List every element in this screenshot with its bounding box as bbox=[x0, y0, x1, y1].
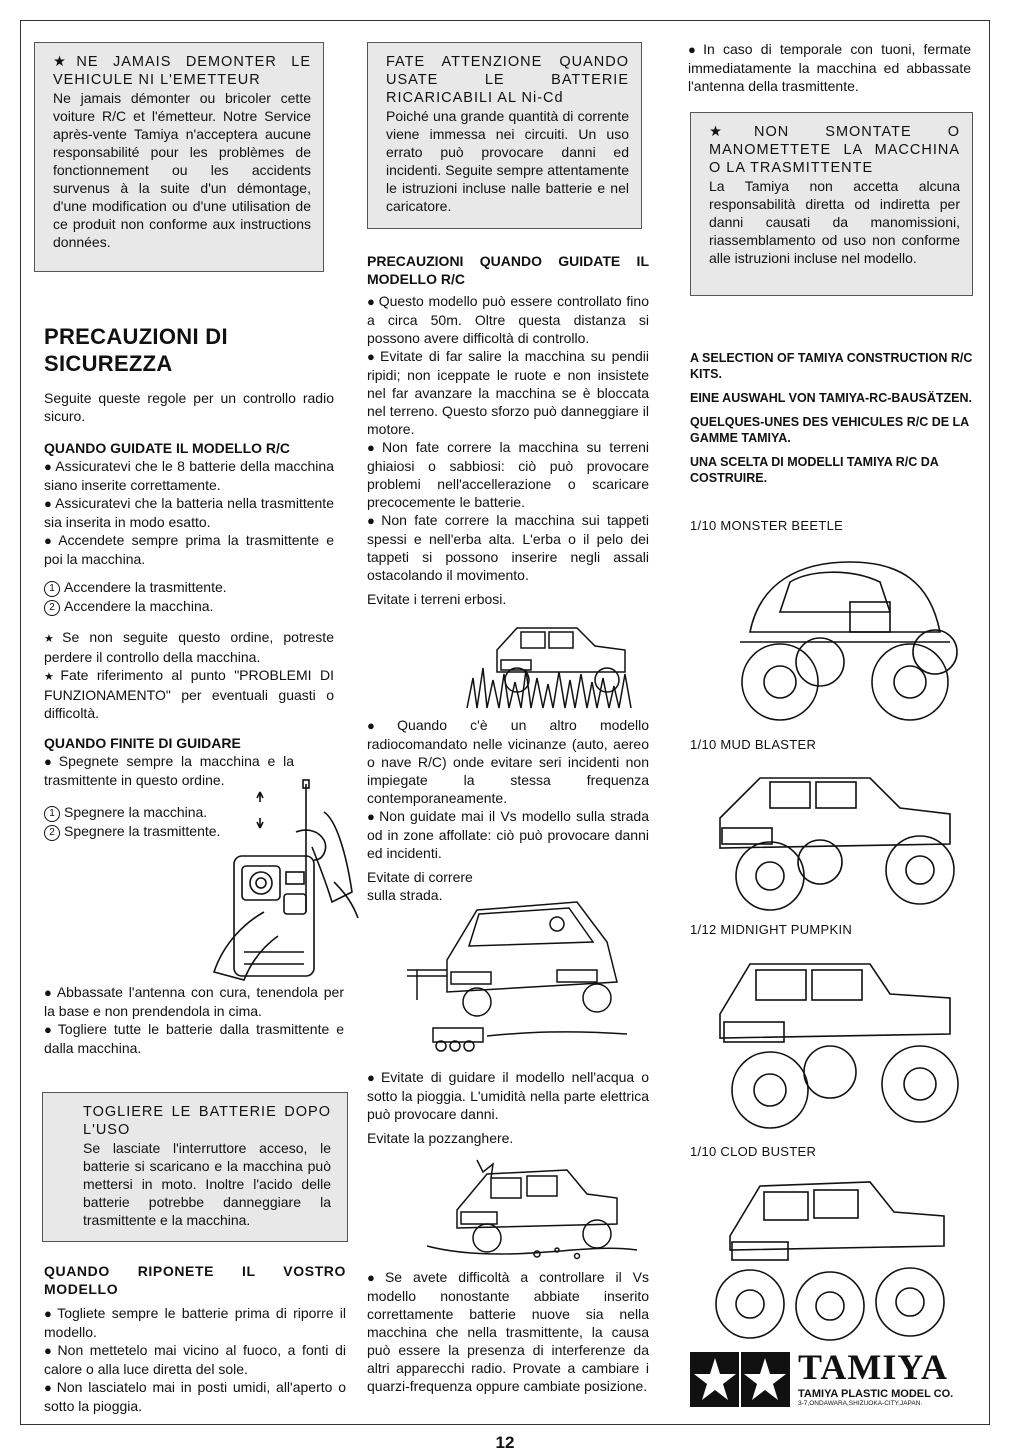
heading-finish: QUANDO FINITE DI GUIDARE bbox=[44, 735, 241, 751]
step-off-2: 2 Spegnere la trasmittente. bbox=[44, 822, 334, 841]
italian-box-title: ★NON SMONTATE O MANOMETTETE LA MACCHINA O LA TRASMITTENTE bbox=[709, 124, 960, 176]
interference-bullet: ● Se avete difficoltà a controllare il Vs modello nonostante abbiate inserito correttamente batterie nuove sia nella macchina che nella trasmittente, la causa può essere la presenza di interferenze da altri apparecchi radio. Provate a cambiare i quarzi-frequenza oppure cambiate posizione. bbox=[367, 1268, 649, 1395]
precaution-bullet-3: ● Non fate correre la macchina su terreni ghiaiosi o sabbiosi: ciò può provocare problemi nell'accellerazione o scaricare precocemente le batterie. bbox=[367, 438, 649, 511]
finish-bullet: ● Spegnete sempre la macchina e la trasmittente in questo ordine. bbox=[44, 752, 294, 789]
step-on-2: 2 Accendere la macchina. bbox=[44, 597, 334, 616]
warning-box-title: ★NE JAMAIS DEMONTER LE VEHICULE NI L'EMETTEUR bbox=[53, 54, 311, 88]
tamiya-stars-icon bbox=[690, 1352, 790, 1407]
batteries-box-body: Se lasciate l'interruttore acceso, le batterie si scaricano e la macchina può mettersi in moto. Inoltre l'acido delle batterie potrebbe danneggiare la trasmittente e la macchina. bbox=[83, 1140, 331, 1228]
main-title-line-1: PRECAUZIONI DI bbox=[44, 324, 228, 349]
water-bullet: ● Evitate di guidare il modello nell'acqua o sotto la pioggia. L'umidità nella parte elettrica può provocare danni. bbox=[367, 1068, 649, 1123]
company-address: 3-7,ONDAWARA,SHIZUOKA-CITY,JAPAN. bbox=[798, 1400, 923, 1407]
selection-italian: UNA SCELTA DI MODELLI TAMIYA R/C DA COSTRUIRE. bbox=[690, 455, 939, 485]
step-on-1: 1 Accendere la trasmittente. bbox=[44, 578, 334, 597]
warning-box-french bbox=[34, 42, 324, 272]
warning-box-batteries bbox=[42, 1092, 348, 1242]
store-bullet-3: ● Non lasciatelo mai in posti umidi, all'aperto o sotto la pioggia. bbox=[44, 1378, 346, 1415]
precaution-bullet-1: ● Questo modello può essere controllato fino a circa 50m. Oltre questa distanza si possono avere difficoltà di controllo. bbox=[367, 292, 649, 347]
driving-bullet-1: ● Assicuratevi che le 8 batterie della macchina siano inserite correttamente. bbox=[44, 457, 334, 494]
transmitter-illustration bbox=[204, 772, 364, 982]
precaution-bullet-2: ● Evitate di far salire la macchina su pendii ripidi; non iceppate le ruote e non insistete nel far avanzare la macchina se è bloccata nel terreno. Questo sforzo può danneggiare il motore. bbox=[367, 347, 649, 438]
batteries-box-title: TOGLIERE LE BATTERIE DOPO L'USO bbox=[83, 1104, 331, 1138]
kit-caption-4: 1/10 CLOD BUSTER bbox=[690, 1144, 817, 1159]
brand-name: TAMIYA bbox=[798, 1347, 949, 1387]
driving-bullet-2: ● Assicuratevi che la batteria nella trasmittente sia inserita in modo esatto. bbox=[44, 494, 334, 531]
kit-caption-2: 1/10 MUD BLASTER bbox=[690, 737, 817, 752]
step-off-1: 1 Spegnere la macchina. bbox=[44, 803, 334, 822]
clod-buster-illustration bbox=[700, 1166, 970, 1342]
tamiya-logo bbox=[690, 1347, 975, 1407]
store-bullet-2: ● Non mettetelo mai vicino al fuoco, a fonti di calore o alla luce diretta del sole. bbox=[44, 1341, 346, 1378]
note-problems: ★ Fate riferimento al punto "PROBLEMI DI FUNZIONAMENTO" per eventuali guasti o difficoltà. bbox=[44, 666, 334, 722]
warning-box-italian bbox=[690, 112, 973, 296]
grass-car-illustration bbox=[457, 600, 657, 710]
storm-bullet: ● In caso di temporale con tuoni, fermate immediatamente la macchina ed abbassate l'antenna della trasmittente. bbox=[688, 40, 971, 95]
kit-caption-1: 1/10 MONSTER BEETLE bbox=[690, 518, 844, 533]
heading-driving: QUANDO GUIDATE IL MODELLO R/C bbox=[44, 440, 291, 456]
main-title-line-2: SICUREZZA bbox=[44, 351, 173, 376]
heading-store: QUANDO RIPONETE IL VOSTRO MODELLO bbox=[44, 1263, 346, 1297]
caption-road-2: sulla strada. bbox=[367, 887, 443, 903]
remove-bullet: ● Togliere tutte le batterie dalla trasmittente e dalla macchina. bbox=[44, 1020, 344, 1057]
mud-blaster-illustration bbox=[700, 758, 970, 918]
selection-english: A SELECTION OF TAMIYA CONSTRUCTION R/C KITS. bbox=[690, 351, 973, 381]
nicd-box-body: Poiché una grande quantità di corrente viene immessa nei circuiti. Un uso errato può provocare danni ed incidenti. Seguite sempre attentamente le istruzioni incluse nalle batterie e nel caricatore. bbox=[386, 108, 629, 214]
caption-road-1: Evitate di correre bbox=[367, 869, 473, 885]
warning-box-body: Ne jamais démonter ou bricoler cette voiture R/C et l'émetteur. Notre Service après-vente Tamiya n'acceptera aucune responsabilité pour les problèmes de fonctionnement ou les accidents survenus à la suite d'un démontage, d'une modification ou d'une utilisation de ce produit non conforme aux instructions données. bbox=[53, 90, 311, 250]
road-bullet: ● Non guidate mai il Vs modello sulla strada od in zone affollate: ciò può provocare danni ed incidenti. bbox=[367, 807, 649, 862]
frequency-bullet: ● Quando c'è un altro modello radiocomandato nelle vicinanze (auto, aereo o nave R/C) onde evitare seri incidenti non impiegate la stessa frequenza contemporaneamente. bbox=[367, 716, 649, 807]
midnight-pumpkin-illustration bbox=[700, 944, 970, 1134]
nicd-box-title: FATE ATTENZIONE QUANDO USATE LE BATTERIE RICARICABILI AL Ni-Cd bbox=[386, 54, 629, 106]
store-bullet-1: ● Togliete sempre le batterie prima di riporre il modello. bbox=[44, 1304, 346, 1341]
intro-text: Seguite queste regole per un controllo radio sicuro. bbox=[44, 390, 334, 424]
selection-french: QUELQUES-UNES DES VEHICULES R/C DE LA GAMME TAMIYA. bbox=[690, 415, 969, 445]
monster-beetle-illustration bbox=[700, 542, 970, 732]
road-car-illustration bbox=[407, 880, 647, 1060]
company-name: TAMIYA PLASTIC MODEL CO. bbox=[798, 1388, 954, 1400]
puddle-car-illustration bbox=[417, 1150, 647, 1260]
caption-grass: Evitate i terreni erbosi. bbox=[367, 591, 507, 607]
caption-puddle: Evitate la pozzanghere. bbox=[367, 1130, 514, 1146]
selection-german: EINE AUSWAHL VON TAMIYA-RC-BAUSÄTZEN. bbox=[690, 391, 972, 405]
page-number: 12 bbox=[495, 1433, 515, 1452]
warning-box-nicd bbox=[367, 42, 642, 229]
kit-caption-3: 1/12 MIDNIGHT PUMPKIN bbox=[690, 922, 853, 937]
italian-box-body: La Tamiya non accetta alcuna responsabilità diretta od indiretta per danni causati da manomissioni, riassemblamento od uso non conforme alle istruzioni incluse nel modello. bbox=[709, 178, 960, 266]
driving-bullet-3: ● Accendete sempre prima la trasmittente e poi la macchina. bbox=[44, 531, 334, 568]
antenna-bullet: ● Abbassate l'antenna con cura, tenendola per la base e non prendendola in cima. bbox=[44, 983, 344, 1020]
note-order: ★ Se non seguite questo ordine, potreste perdere il controllo della macchina. bbox=[44, 628, 334, 666]
heading-precautions: PRECAUZIONI QUANDO GUIDATE IL MODELLO R/C bbox=[367, 253, 649, 287]
precaution-bullet-4: ● Non fate correre la macchina sui tappeti spessi e nell'erba alta. L'erba o il pelo dei tappeti si possono inserire negli assali ostacolando il movimento. bbox=[367, 511, 649, 584]
